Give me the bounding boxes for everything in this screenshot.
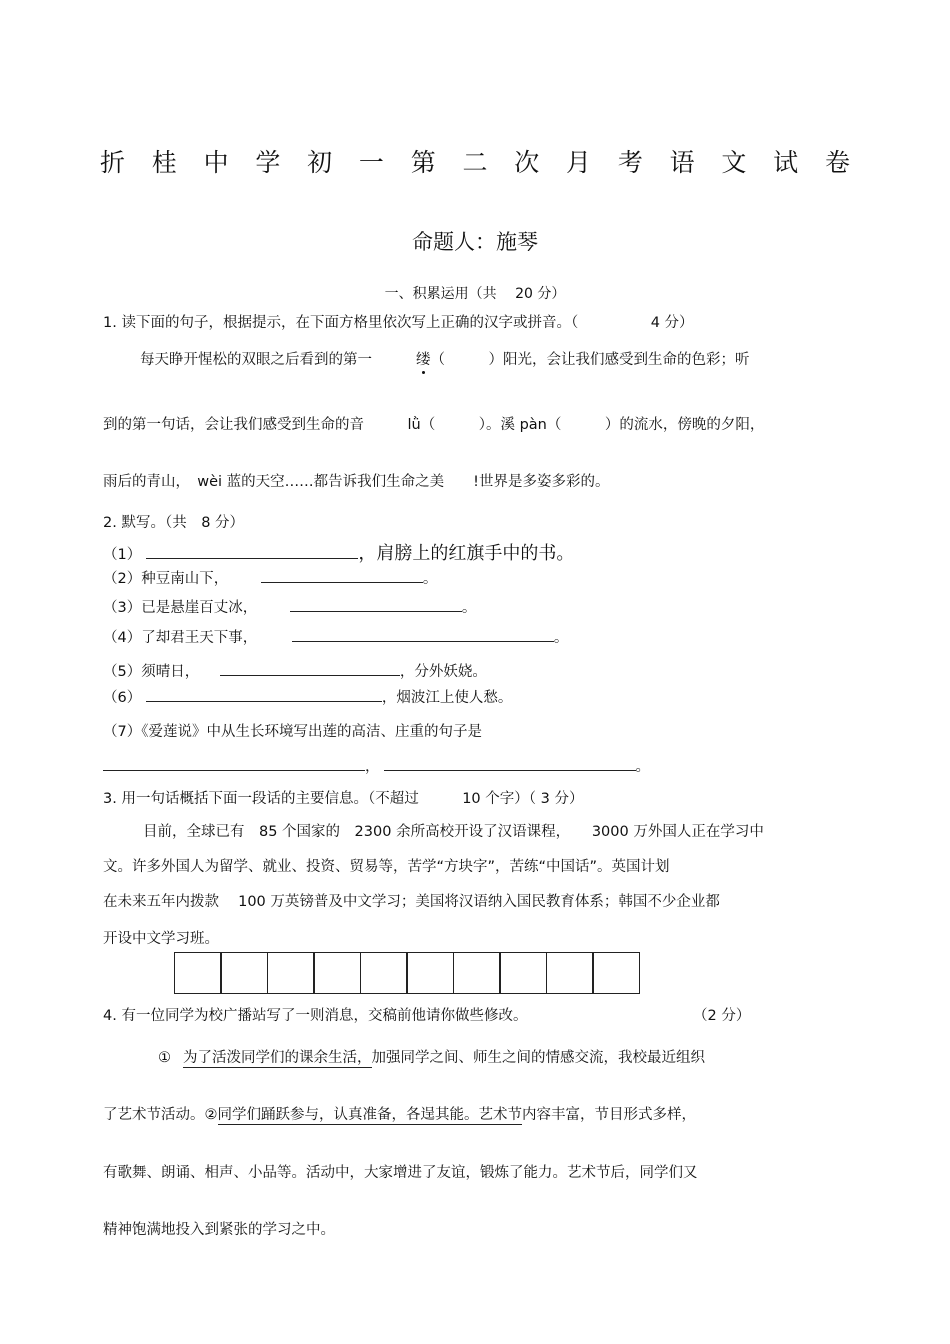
q2-item-5-text: （5）须晴日，	[103, 664, 200, 680]
answer-blank[interactable]	[292, 627, 554, 642]
q1-dotted-char: 缕	[416, 352, 431, 368]
q1-stem: 1. 读下面的句子，根据提示，在下面方格里依次写上正确的汉字或拼音。（ 4 分）	[103, 315, 694, 331]
q1-line1	[140, 348, 750, 369]
title-char: 初	[307, 148, 333, 177]
q4-underlined-2: 同学们踊跃参与，认真准备，各逞其能。艺术节	[217, 1107, 522, 1123]
answer-cell[interactable]	[453, 952, 501, 994]
answer-cell[interactable]	[592, 952, 640, 994]
answer-blank[interactable]	[103, 756, 365, 771]
q2-item-7-answer	[103, 755, 650, 776]
answer-cell[interactable]	[406, 952, 454, 994]
page-title	[100, 143, 850, 179]
q2-item-1-label: （1）	[103, 547, 142, 563]
answer-blank[interactable]	[290, 597, 462, 612]
answer-cell[interactable]	[174, 952, 222, 994]
q2-item-3-text: （3）已是悬崖百丈冰，	[103, 600, 258, 616]
q2-item-2-end: 。	[422, 571, 438, 587]
q4-marker-1: ①	[158, 1050, 171, 1066]
q3-paragraph-line: 目前，全球已有 85 个国家的 2300 余所高校开设了汉语课程， 3000 万外国人正在学习中	[143, 824, 764, 840]
q2-item-5-end: ，分外妖娆。	[399, 664, 487, 680]
q1-line3: 雨后的青山， wèi 蓝的天空……都告诉我们生命之美 !世界是多姿多彩的。	[103, 474, 610, 490]
answer-blank[interactable]	[146, 544, 358, 559]
q4-line-3: 有歌舞、朗诵、相声、小品等。活动中，大家增进了友谊，锻炼了能力。艺术节后，同学们又	[103, 1165, 698, 1181]
title-char: 桂	[151, 148, 177, 177]
q4-line-2	[103, 1103, 696, 1124]
q2-item-1	[103, 539, 574, 565]
q4-underlined-1: 为了活泼同学们的课余生活，	[183, 1050, 372, 1066]
q4-line-2-a: 了艺术节活动。②	[103, 1107, 218, 1123]
section-heading: 一、积累运用（共 20 分）	[384, 286, 566, 302]
q4-line-4: 精神饱满地投入到紧张的学习之中。	[103, 1222, 335, 1238]
q4-line-1	[158, 1046, 705, 1067]
q2-item-6	[103, 686, 512, 707]
q2-item-2	[103, 567, 437, 588]
q1-line1-a: 每天睁开惺松的双眼之后看到的第一	[140, 352, 372, 368]
q3-stem: 3. 用一句话概括下面一段话的主要信息。（不超过 10 个字）（ 3 分）	[103, 791, 584, 807]
q2-stem: 2. 默写。（共 8 分）	[103, 515, 245, 531]
q1-line2: 到的第一句话，会让我们感受到生命的音 lǜ（ ）。溪 pàn（ ）的流水，傍晚的夕阳，	[103, 417, 765, 433]
q3-paragraph-line: 开设中文学习班。	[103, 931, 219, 947]
q2-item-3-end: 。	[461, 600, 477, 616]
q4-score: （2 分）	[693, 1008, 751, 1024]
q2-item-7: （7）《爱莲说》中从生长环境写出莲的高洁、庄重的句子是	[103, 724, 482, 740]
q3-paragraph-line: 在未来五年内拨款 100 万英镑普及中文学习；美国将汉语纳入国民教育体系；韩国不少企业都	[103, 894, 720, 910]
q2-item-4	[103, 626, 568, 647]
answer-cell[interactable]	[267, 952, 315, 994]
title-char: 文	[721, 148, 747, 177]
title-char: 次	[514, 148, 540, 177]
q2-item-4-end: 。	[553, 630, 569, 646]
answer-blank[interactable]	[146, 687, 382, 702]
answer-cell[interactable]	[360, 952, 408, 994]
author-line: 命题人：施琴	[412, 230, 538, 254]
title-char: 一	[358, 148, 384, 177]
title-char: 卷	[824, 148, 850, 177]
q2-item-7-comma: ，	[365, 759, 380, 775]
q2-item-4-text: （4）了却君王天下事，	[103, 630, 258, 646]
answer-cell[interactable]	[313, 952, 361, 994]
answer-cell[interactable]	[546, 952, 594, 994]
title-char: 学	[255, 148, 281, 177]
answer-blank[interactable]	[220, 661, 400, 676]
q2-item-1-text: ，肩膀上的红旗手中的书。	[358, 543, 575, 564]
q4-stem: 4. 有一位同学为校广播站写了一则消息，交稿前他请你做些修改。	[103, 1008, 528, 1024]
title-char: 试	[773, 148, 799, 177]
q2-item-3	[103, 596, 476, 617]
q2-item-5	[103, 660, 487, 681]
title-char: 折	[100, 148, 126, 177]
answer-cell[interactable]	[220, 952, 268, 994]
q2-item-6-end: ，烟波江上使人愁。	[381, 690, 513, 706]
answer-cell[interactable]	[499, 952, 547, 994]
q4-line-2-rest: 内容丰富，节目形式多样，	[522, 1107, 696, 1123]
title-char: 考	[617, 148, 643, 177]
q1-line1-b: （ ）阳光，会让我们感受到生命的色彩；听	[430, 352, 750, 368]
title-char: 二	[462, 148, 488, 177]
q2-item-6-label: （6）	[103, 690, 142, 706]
q4-line-1-rest: 加强同学之间、师生之间的情感交流，我校最近组织	[371, 1050, 705, 1066]
title-char: 中	[203, 148, 229, 177]
answer-blank[interactable]	[384, 756, 636, 771]
q2-item-2-text: （2）种豆南山下，	[103, 571, 229, 587]
title-char: 第	[410, 148, 436, 177]
answer-blank[interactable]	[261, 568, 423, 583]
title-char: 语	[669, 148, 695, 177]
answer-grid	[175, 952, 640, 994]
q2-item-7-end: 。	[635, 759, 650, 775]
title-char: 月	[566, 148, 592, 177]
q3-paragraph-line: 文。许多外国人为留学、就业、投资、贸易等，苦学“方块字”，苦练“中国话”。英国计划	[103, 859, 670, 875]
